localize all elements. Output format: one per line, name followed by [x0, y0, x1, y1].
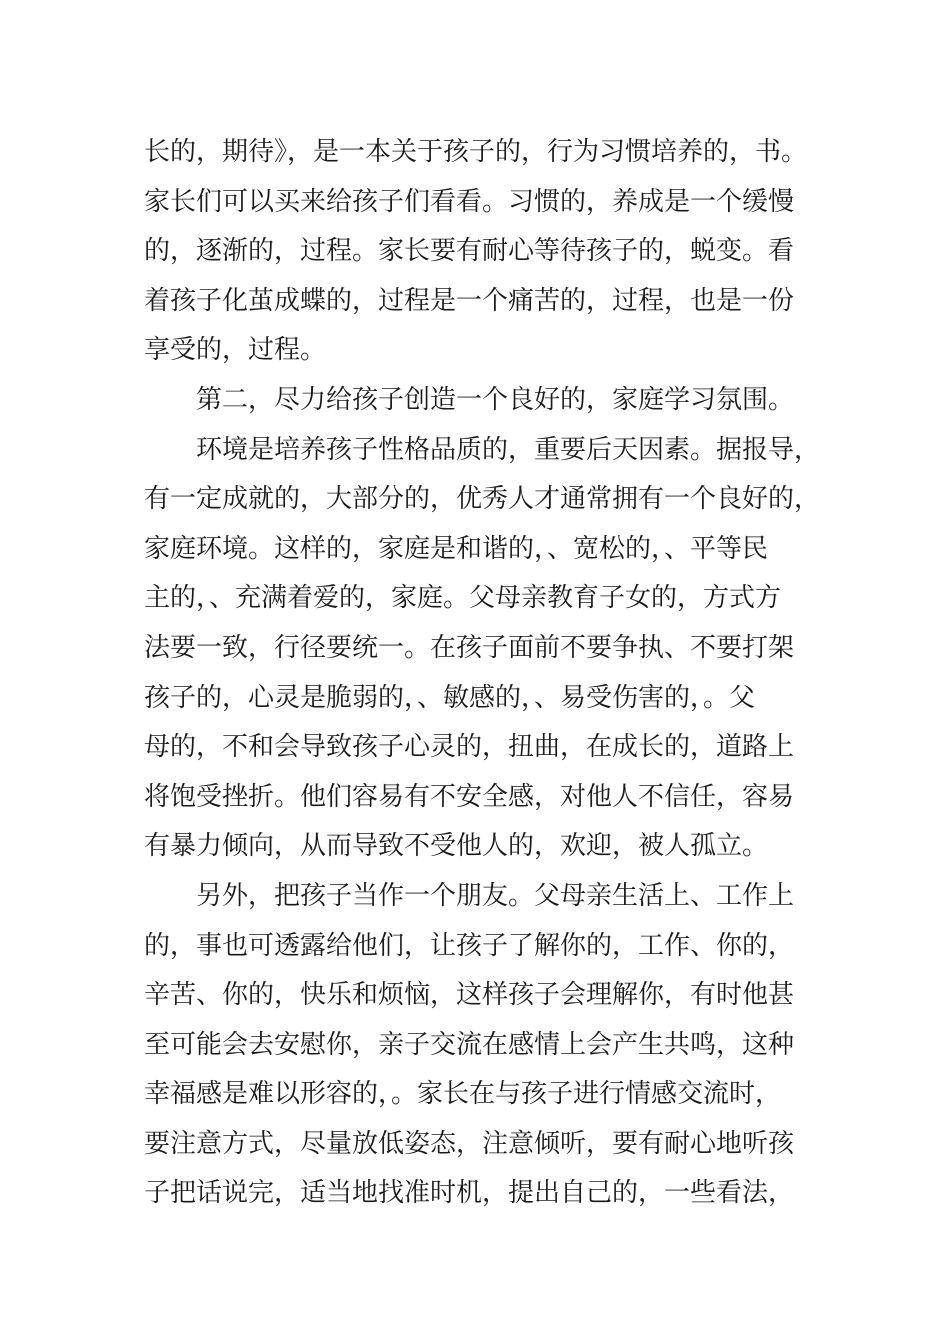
- text-line: 着孩子化茧成蝶的，过程是一个痛苦的，过程，也是一份: [144, 285, 795, 316]
- text-line: 的，逐渐的，过程。家长要有耐心等待孩子的，蜕变。看: [144, 236, 795, 267]
- text-line: 主的，、充满着爱的，家庭。父母亲教育子女的，方式方: [144, 583, 782, 614]
- text-line: 长的，期待》，是一本关于孩子的，行为习惯培养的，书。: [144, 137, 808, 167]
- section-heading: 第二，尽力给孩子创造一个良好的，家庭学习氛围。: [196, 384, 795, 415]
- text-line: 享受的，过程。: [144, 335, 327, 366]
- text-line: 孩子的，心灵是脆弱的，、敏感的，、易受伤害的，。父: [144, 682, 756, 713]
- text-line: 要注意方式，尽量放低姿态，注意倾听，要有耐心地听孩: [144, 1128, 795, 1159]
- paragraph-start-line: 另外，把孩子当作一个朋友。父母亲生活上、工作上: [196, 880, 795, 911]
- text-line: 的，事也可透露给他们，让孩子了解你的，工作、你的，: [144, 930, 795, 961]
- body-text: [144, 128, 824, 1219]
- text-line: 家长们可以买来给孩子们看看。习惯的，养成是一个缓慢: [144, 186, 795, 217]
- text-line: 法要一致，行径要统一。在孩子面前不要争执、不要打架: [144, 632, 795, 663]
- text-line: 家庭环境。这样的，家庭是和谐的，、宽松的，、平等民: [144, 533, 769, 564]
- text-line: 辛苦、你的，快乐和烦恼，这样孩子会理解你，有时他甚: [144, 980, 795, 1011]
- text-line: 幸福感是难以形容的，。家长在与孩子进行情感交流时，: [144, 1079, 782, 1110]
- text-line: 子把话说完，适当地找准时机，提出自己的，一些看法，: [144, 1178, 795, 1209]
- text-line: 母的，不和会导致孩子心灵的，扭曲，在成长的，道路上: [144, 732, 795, 763]
- text-line: 有一定成就的，大部分的，优秀人才通常拥有一个良好的，: [144, 484, 821, 515]
- text-line: 有暴力倾向，从而导致不受他人的，欢迎，被人孤立。: [144, 831, 769, 862]
- text-line: 至可能会去安慰你，亲子交流在感情上会产生共鸣，这种: [144, 1029, 795, 1060]
- text-line: 将饱受挫折。他们容易有不安全感，对他人不信任，容易: [144, 781, 795, 812]
- paragraph-start-line: 环境是培养孩子性格品质的，重要后天因素。据报导，: [196, 434, 821, 465]
